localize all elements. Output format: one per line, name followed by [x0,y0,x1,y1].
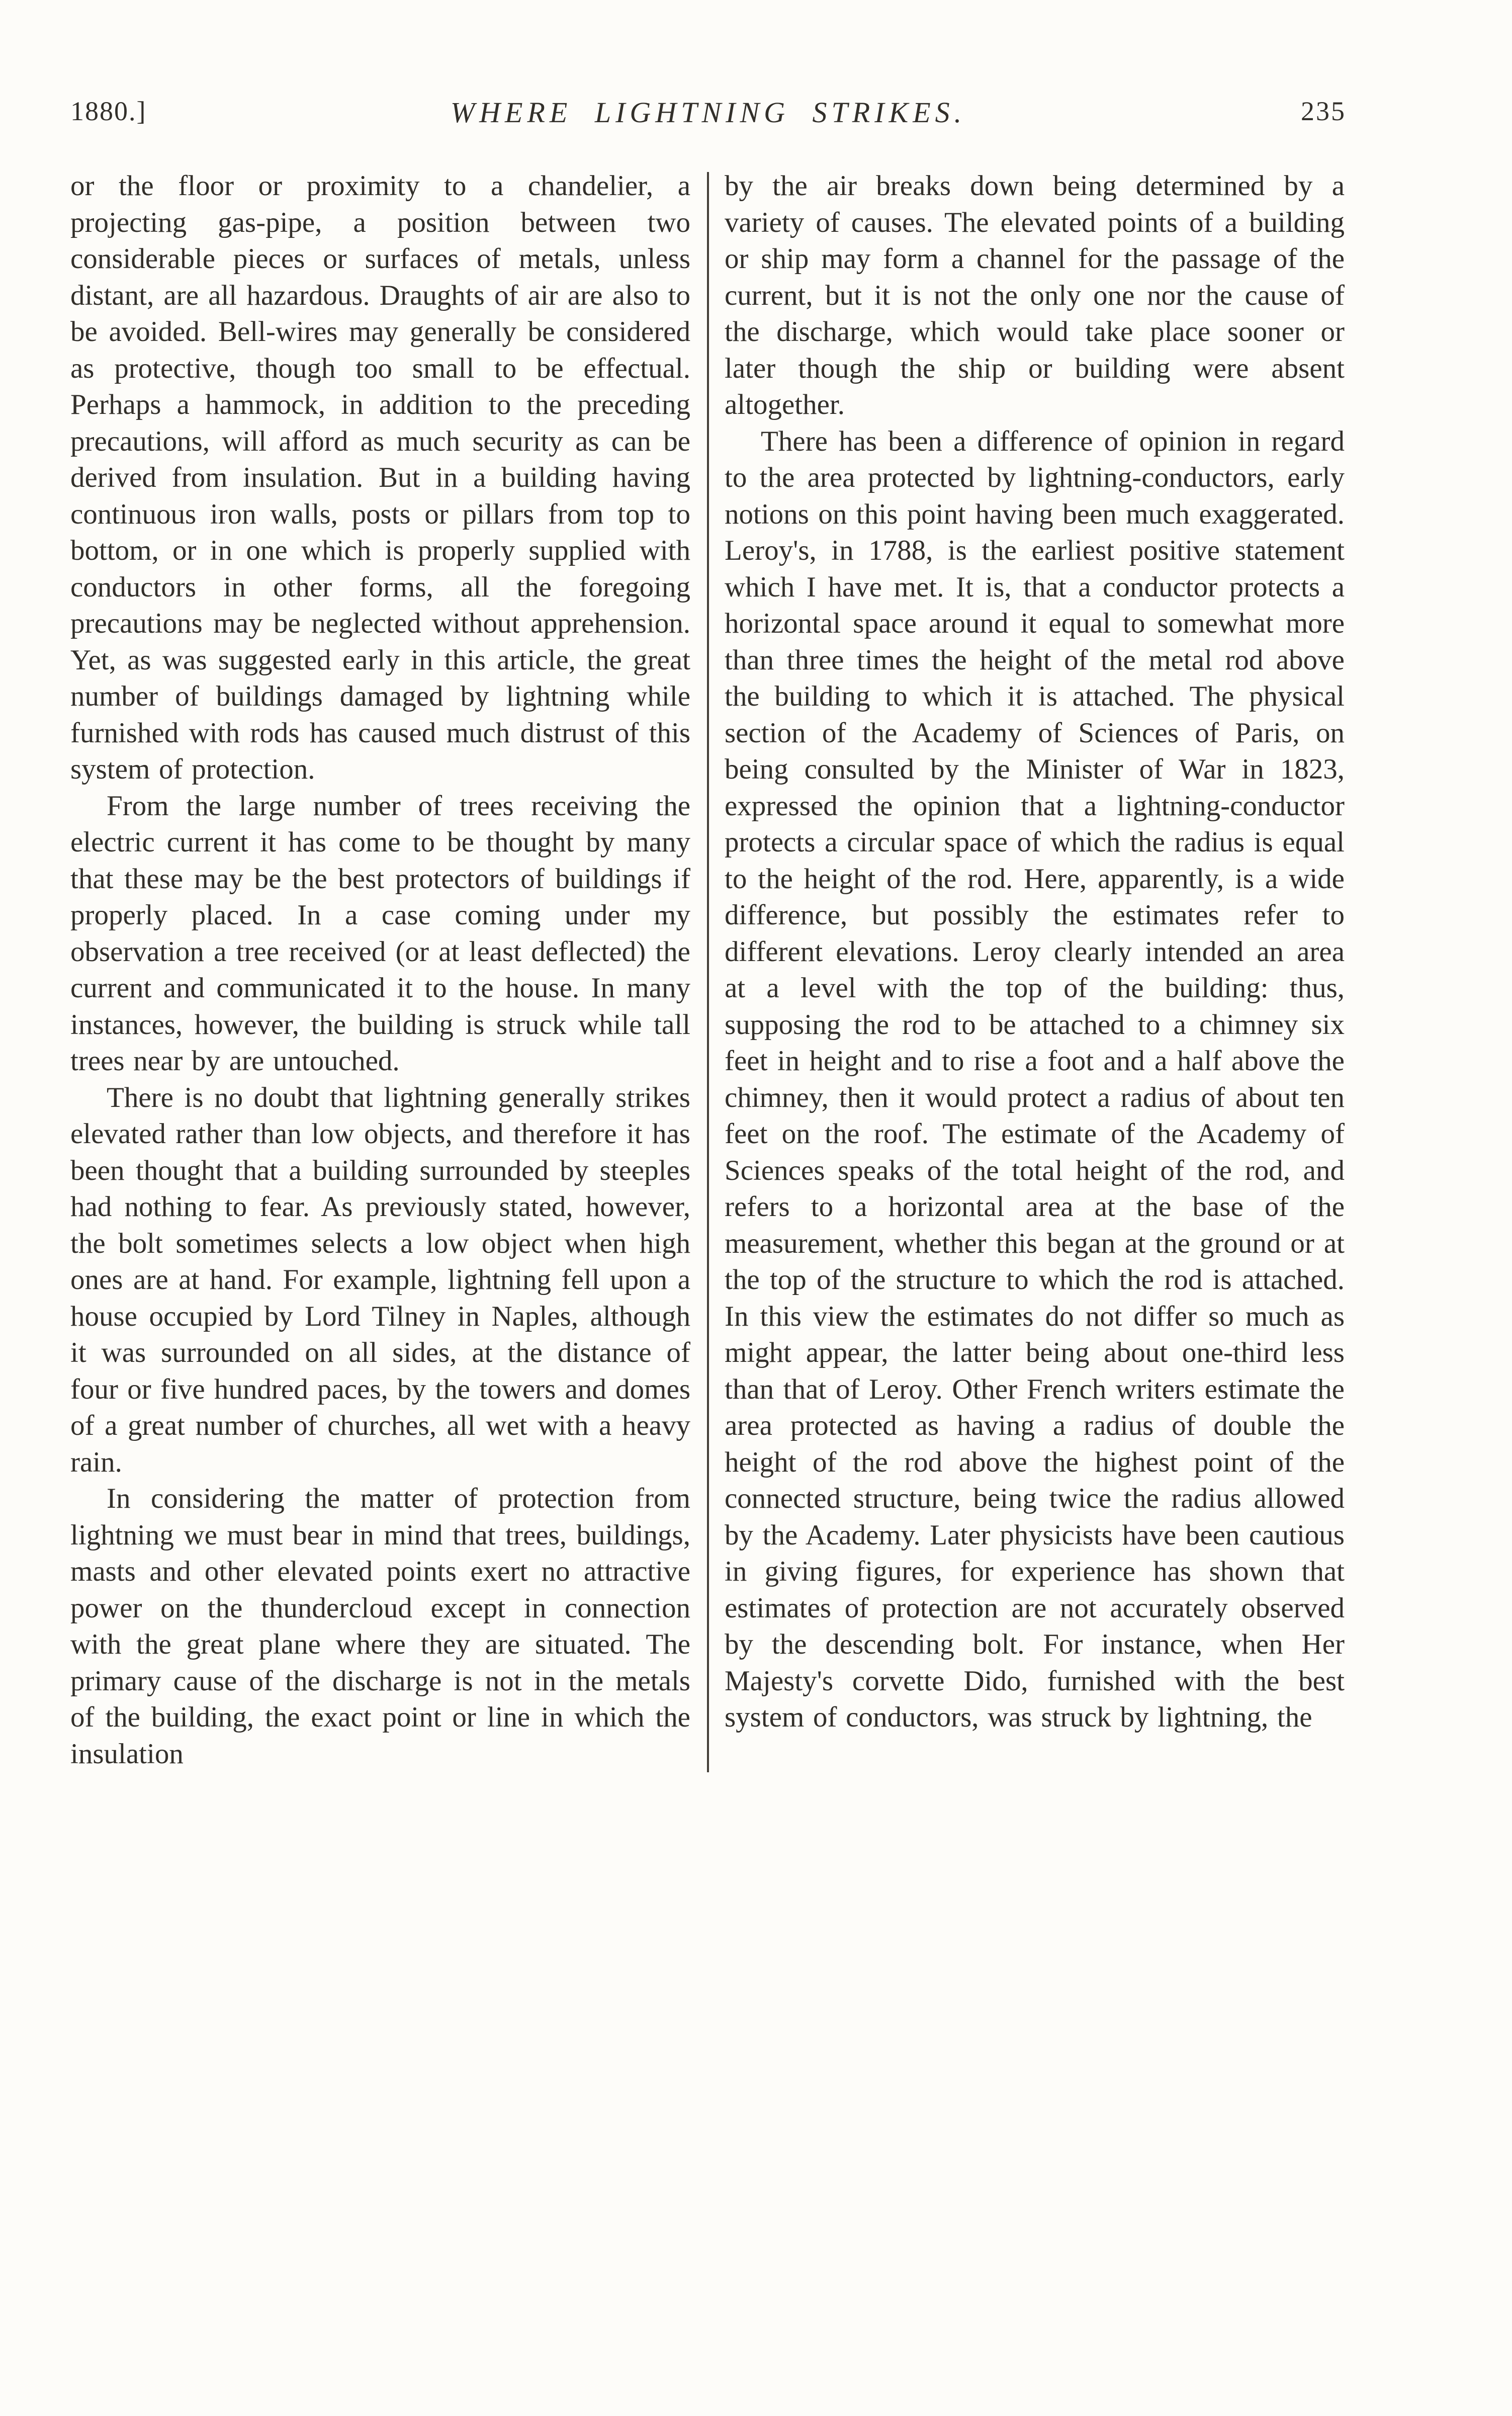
running-title: WHERE LIGHTNING STRIKES. [450,96,966,129]
paragraph: There is no doubt that lightning generally strikes elevated rather than low objects, and therefore it has been thought that a building surrounded by steeples had nothing to fear. As previously stated, however, the bolt sometimes selects a low object when high ones are at hand. For example, lightning fell upon a house occupied by Lord Tilney in Naples, although it was surrounded on all sides, at the distance of four or five hundred paces, by the towers and domes of a great number of churches, all wet with a heavy rain. [70,1081,690,1478]
column-divider [707,172,709,1772]
page-number: 235 [1301,96,1346,126]
right-column [725,168,1345,1772]
paragraph: or the floor or proximity to a chandelier, a projecting gas-pipe, a position between two considerable pieces or surfaces of metals, unless distant, are all hazardous. Draughts of air are also to be avoided. Bell-wires may generally be considered as protective, though too small to be effectual. Perhaps a hammock, in addition to the preceding precautions, will afford as much security as can be derived from insulation. But in a building having continuous iron walls, posts or pillars from top to bottom, or in one which is properly supplied with conductors in other forms, all the foregoing precautions may be neglected without apprehension. Yet, as was suggested early in this article, the great number of buildings damaged by lightning while furnished with rods has caused much distrust of this system of protection. [70,170,690,785]
issue-date: 1880.] [70,96,147,126]
page-header [70,96,1346,139]
paragraph: There has been a difference of opinion in regard to the area protected by lightning-conductors, early notions on this point having been much exaggerated. Leroy's, in 1788, is the earliest positive statement which I have met. It is, that a conductor protects a horizontal space around it equal to somewhat more than three times the height of the metal rod above the building to which it is attached. The physical section of the Academy of Sciences of Paris, on being consulted by the Minister of War in 1823, expressed the opinion that a lightning-conductor protects a circular space of which the radius is equal to the height of the rod. Here, apparently, is a wide difference, but possibly the estimates refer to different elevations. Leroy clearly intended an area at a level with the top of the building: thus, supposing the rod to be attached to a chimney six feet in height and to rise a foot and a half above the chimney, then it would protect a radius of about ten feet on the roof. The estimate of the Academy of Sciences speaks of the total height of the rod, and refers to a horizontal area at the base of the measurement, whether this began at the ground or at the top of the structure to which the rod is attached. In this view the estimates do not differ so much as might appear, the latter being about one-third less than that of Leroy. Other French writers estimate the area protected as having a radius of double the height of the rod above the highest point of the connected structure, being twice the radius allowed by the Academy. Later physicists have been cautious in giving figures, for experience has shown that estimates of protection are not accurately observed by the descending bolt. For instance, when Her Majesty's corvette Dido, furnished with the best system of conductors, was struck by lightning, the [725,425,1345,1733]
left-column [70,168,690,1772]
paragraph: by the air breaks down being determined by a variety of causes. The elevated points of a building or ship may form a channel for the passage of the current, but it is not the only one nor the cause of the discharge, which would take place sooner or later though the ship or building were absent altogether. [725,170,1345,420]
paragraph: From the large number of trees receiving the electric current it has come to be thought by many that these may be the best protectors of buildings if properly placed. In a case coming under my observation a tree received (or at least deflected) the current and communicated it to the house. In many instances, however, the building is struck while tall trees near by are untouched. [70,790,690,1077]
text-columns [70,168,1346,1772]
paragraph: In considering the matter of protection from lightning we must bear in mind that trees, buildings, masts and other elevated points exert no attractive power on the thundercloud except in connection with the great plane where they are situated. The primary cause of the discharge is not in the metals of the building, the exact point or line in which the insulation [70,1483,690,1770]
